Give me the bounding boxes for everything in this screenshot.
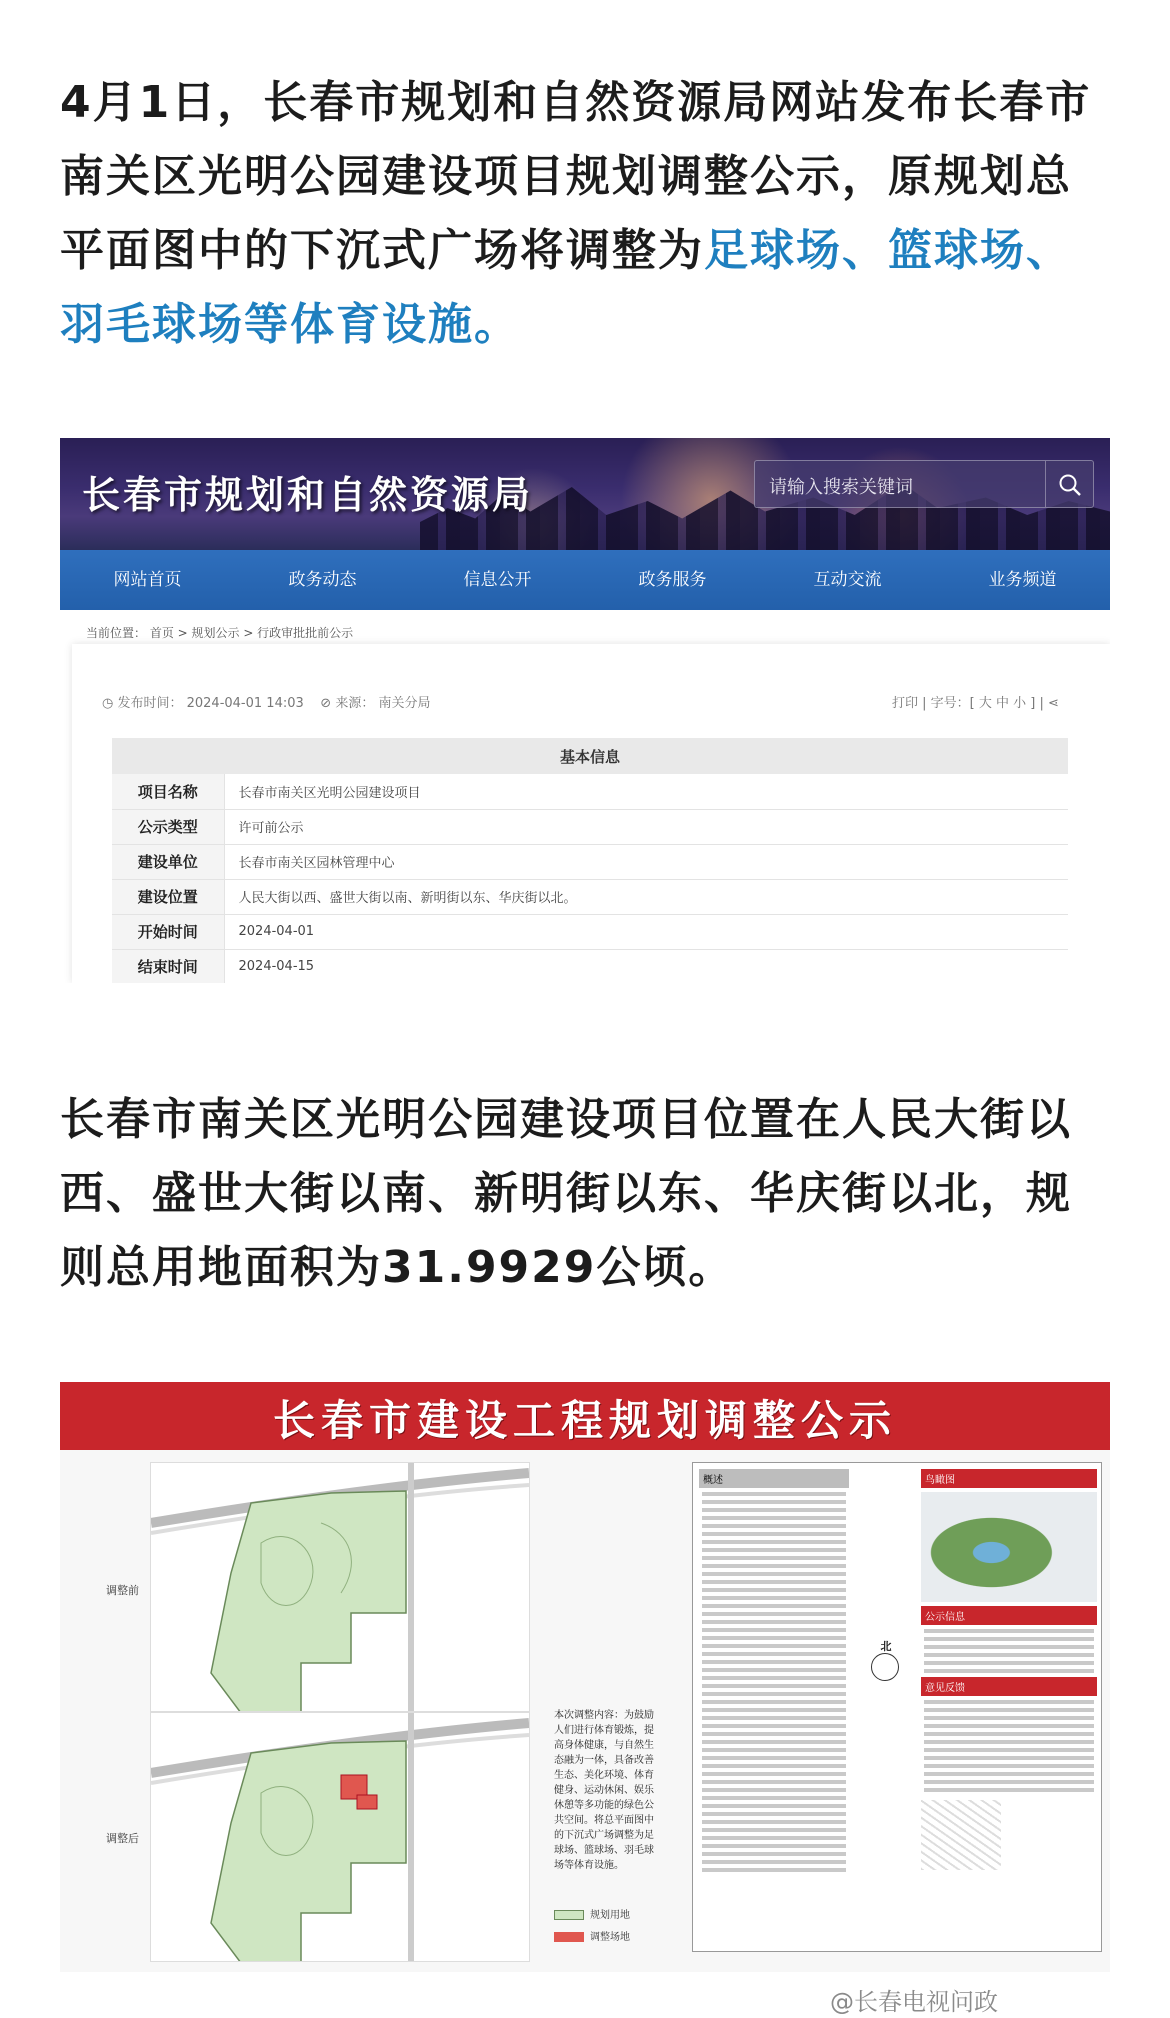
publish-time: 发布时间： 2024-04-01 14:03 xyxy=(117,696,304,711)
legend-adjust xyxy=(554,1928,630,1943)
notice-banner xyxy=(60,1382,1110,1450)
row-value: 人民大街以西、盛世大街以南、新明街以东、华庆街以北。 xyxy=(224,879,1068,914)
row-value: 长春市南关区园林管理中心 xyxy=(224,844,1068,879)
table-title: 基本信息 xyxy=(112,738,1068,774)
plan-after xyxy=(150,1712,530,1962)
table-row xyxy=(112,844,1068,879)
overview-text-lines xyxy=(699,1492,849,1872)
nav-interact[interactable]: 互动交流 xyxy=(813,570,882,590)
overview-header: 概述 xyxy=(699,1469,849,1488)
article-meta xyxy=(102,692,430,711)
bird-view-header: 鸟瞰图 xyxy=(921,1469,1097,1488)
north-arrow-icon xyxy=(871,1640,899,1681)
search-box[interactable] xyxy=(754,460,1094,508)
intro-paragraph xyxy=(60,66,1110,362)
legend-plan xyxy=(554,1906,630,1921)
after-label: 调整后 xyxy=(106,1832,139,1845)
notice-info-header: 公示信息 xyxy=(921,1606,1097,1625)
nav-info[interactable]: 信息公开 xyxy=(463,570,532,590)
notice-board-image xyxy=(60,1382,1110,1972)
article-tools xyxy=(892,692,1059,711)
nav-business[interactable]: 业务频道 xyxy=(988,570,1057,590)
table-row xyxy=(112,774,1068,809)
row-key: 开始时间 xyxy=(112,914,224,949)
site-plan-before-image xyxy=(151,1463,529,1711)
table-row xyxy=(112,879,1068,914)
sheet-left-column xyxy=(699,1469,849,1947)
main-nav xyxy=(60,550,1110,610)
row-value: 2024-04-01 xyxy=(224,914,1068,949)
feedback-text-lines xyxy=(921,1700,1097,1792)
row-value: 2024-04-15 xyxy=(224,949,1068,983)
row-key: 项目名称 xyxy=(112,774,224,809)
search-input[interactable]: 请输入搜索关键词 xyxy=(769,477,913,498)
nav-home[interactable]: 网站首页 xyxy=(113,570,182,590)
search-icon xyxy=(1057,472,1083,498)
info-text-lines xyxy=(921,1629,1097,1673)
share-icon[interactable]: ⋖ xyxy=(1047,696,1059,711)
location-text: 长春市南关区光明公园建设项目位置在人民大街以西、盛世大街以南、新明街以东、华庆街以北，规则总用地面积为31.9929公顷。 xyxy=(60,1094,1072,1293)
row-value: 许可前公示 xyxy=(224,809,1068,844)
clock-icon: ◷ xyxy=(102,696,118,711)
article-card xyxy=(72,644,1110,983)
legend-plan-label: 规划用地 xyxy=(590,1910,630,1921)
table-row xyxy=(112,809,1068,844)
adjustment-note: 本次调整内容：为鼓励人们进行体育锻炼，提高身体健康，与自然生态融为一体，具备改善生态、美化环境、体育健身、运动休闲、娱乐休憩等多功能的绿色公共空间。将总平面图中的下沉式广场调整为足球场、篮球场、羽毛球场等体育设施。 xyxy=(554,1710,654,1871)
notice-sheet xyxy=(692,1462,1102,1952)
notice-title: 长春市建设工程规划调整公示 xyxy=(272,1396,897,1445)
breadcrumb: 当前位置： 首页 > 规划公示 > 行政审批批前公示 xyxy=(86,626,354,640)
sheet-right-column xyxy=(921,1469,1097,1947)
site-title: 长春市规划和自然资源局 xyxy=(82,473,534,517)
weibo-watermark: @长春电视问政 xyxy=(830,1988,998,2016)
before-label: 调整前 xyxy=(106,1584,139,1597)
location-map-image xyxy=(921,1800,1001,1870)
north-label: 北 xyxy=(880,1640,892,1653)
plan-before xyxy=(150,1462,530,1712)
row-key: 公示类型 xyxy=(112,809,224,844)
link-icon: ⊘ xyxy=(320,696,336,711)
website-screenshot xyxy=(60,438,1110,983)
row-key: 建设单位 xyxy=(112,844,224,879)
article-source: 来源： 南关分局 xyxy=(335,696,431,711)
location-paragraph xyxy=(60,1083,1110,1305)
legend-adjust-label: 调整场地 xyxy=(590,1932,630,1943)
search-button[interactable] xyxy=(1045,461,1093,507)
row-value: 长春市南关区光明公园建设项目 xyxy=(224,774,1068,809)
feedback-header: 意见反馈 xyxy=(921,1677,1097,1696)
intro-highlight: 足球场、篮球场、羽毛球场等体育设施。 xyxy=(60,225,1072,350)
nav-services[interactable]: 政务服务 xyxy=(638,570,707,590)
print-and-font-size[interactable]: 打印 | 字号：[ 大 中 小 ] | xyxy=(892,696,1044,711)
site-banner xyxy=(60,438,1110,550)
row-key: 建设位置 xyxy=(112,879,224,914)
nav-news[interactable]: 政务动态 xyxy=(288,570,357,590)
bird-view-image xyxy=(921,1492,1097,1602)
basic-info-table xyxy=(112,738,1068,983)
green-swatch-icon xyxy=(554,1910,584,1920)
intro-text: 4月1日，长春市规划和自然资源局网站发布长春市南关区光明公园建设项目规划调整公示，原规划总平面图中的下沉式广场将调整为 xyxy=(60,77,1092,276)
table-row xyxy=(112,949,1068,983)
site-plan-after-image xyxy=(151,1713,529,1961)
table-row xyxy=(112,914,1068,949)
red-swatch-icon xyxy=(554,1932,584,1942)
row-key: 结束时间 xyxy=(112,949,224,983)
